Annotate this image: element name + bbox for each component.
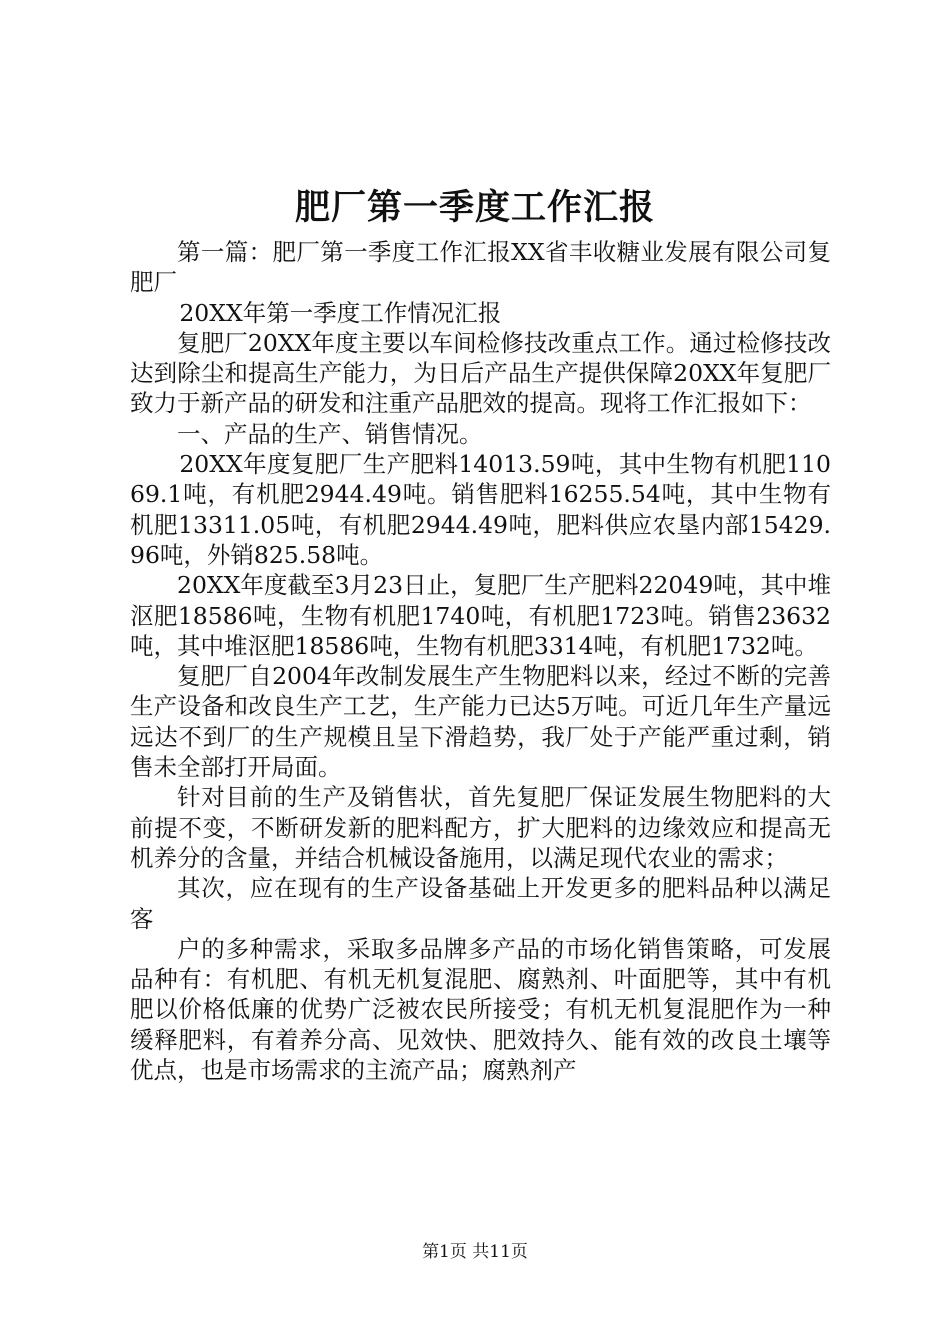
- paragraph-annual-production: 20XX年度复肥厂生产肥料14013.59吨，其中生物有机肥11069.1吨，有机肥2944.49吨。销售肥料16255.54吨，其中生物有机肥13311.05吨，有机肥2944.49吨，肥料供应农垦内部15429.96吨，外销825.58吨。: [130, 450, 831, 569]
- page-number-footer: 第1页 共11页: [422, 1242, 528, 1262]
- document-title: 肥厂第一季度工作汇报: [294, 187, 655, 228]
- paragraph-q1-production: 20XX年度截至3月23日止，复肥厂生产肥料22049吨，其中堆沤肥18586吨，生物有机肥1740吨，有机肥1723吨。销售23632吨，其中堆沤肥18586吨，生物有机肥3314吨，有机肥1732吨。: [130, 571, 831, 660]
- paragraph-intro: 第一篇：肥厂第一季度工作汇报XX省丰收糖业发展有限公司复肥厂: [130, 238, 831, 297]
- paragraph-overview: 复肥厂20XX年度主要以车间检修技改重点工作。通过检修技改达到除尘和提高生产能力，为日后产品生产提供保障20XX年复肥厂致力于新产品的研发和注重产品肥效的提高。现将工作汇报如下：: [130, 328, 831, 418]
- paragraph-products: 户的多种需求，采取多品牌多产品的市场化销售策略，可发展品种有：有机肥、有机无机复混肥、腐熟剂、叶面肥等，其中有机肥以价格低廉的优势广泛被农民所接受；有机无机复混肥作为一种缓释肥料，有着养分高、见效快、肥效持久、能有效的改良土壤等优点，也是市场需求的主流产品；腐熟剂产: [130, 934, 831, 1085]
- paragraph-secondly: 其次，应在现有的生产设备基础上开发更多的肥料品种以满足客: [130, 874, 831, 933]
- paragraph-capacity: 复肥厂自2004年改制发展生产生物肥料以来，经过不断的完善生产设备和改良生产工艺，生产能力已达5万吨。可近几年生产量远远达不到厂的生产规模且呈下滑趋势，我厂处于产能严重过剩，销售未全部打开局面。: [130, 662, 831, 782]
- paragraph-section-heading: 一、产品的生产、销售情况。: [177, 419, 483, 448]
- paragraph-strategy: 针对目前的生产及销售状，首先复肥厂保证发展生物肥料的大前提不变，不断研发新的肥料配方，扩大肥料的边缘效应和提高无机养分的含量，并结合机械设备施用，以满足现代农业的需求；: [130, 783, 831, 872]
- paragraph-subtitle: 20XX年第一季度工作情况汇报: [179, 298, 502, 327]
- document-body: [130, 237, 831, 1085]
